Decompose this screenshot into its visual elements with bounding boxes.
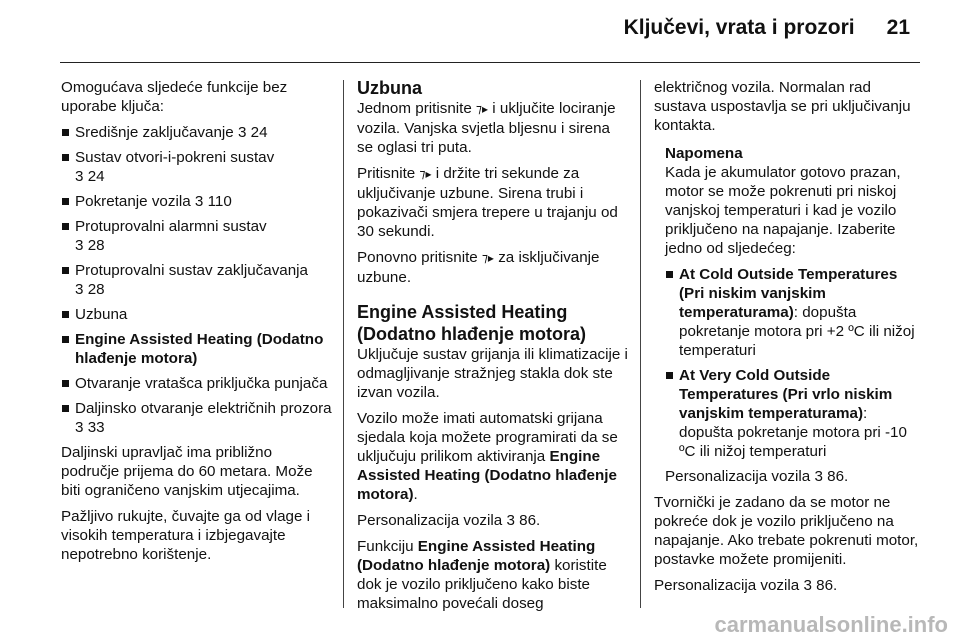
- column-3: [654, 78, 924, 602]
- list-item-text: Otvaranje vratašca priključka punjača: [75, 375, 328, 392]
- ref-arrow-icon: 3: [75, 237, 84, 254]
- chapter-title: Ključevi, vrata i prozori: [623, 16, 855, 39]
- list-item: [61, 305, 333, 324]
- key-button-icon: ⁊▸: [419, 167, 432, 181]
- care-paragraph: Pažljivo rukujte, čuvajte ga od vlage i visokih temperatura i izbjegavajte nepotrebno korištenje.: [61, 508, 311, 563]
- page-ref[interactable]: [75, 168, 105, 185]
- page-ref-number: 110: [207, 193, 232, 210]
- section-heading-engine-heating: Engine Assisted Heating (Dodatno hlađenje motora): [357, 302, 586, 344]
- list-item-text: Sustav otvori-i-pokreni sustav: [75, 149, 275, 166]
- ref-arrow-icon: 3: [814, 468, 823, 485]
- ref-arrow-icon: 3: [506, 512, 515, 529]
- page-ref-number: 33: [87, 419, 105, 436]
- personalization-ref: [654, 576, 924, 595]
- ref-arrow-icon: 3: [237, 124, 247, 141]
- page-ref-number: 86.: [816, 577, 838, 594]
- column-divider: [640, 80, 641, 608]
- page-ref[interactable]: [803, 577, 837, 594]
- note-text: Kada je akumulator gotovo prazan, motor se može pokrenuti pri niskoj vanjskoj temperaturi i kad je vozilo priključeno na napajanje. Izaberite jedno od sljedećeg:: [665, 164, 901, 257]
- option-description: : dopušta pokretanje motora pri -10 ºC ili nižoj temperaturi: [679, 405, 907, 460]
- list-item-text: Pokretanje vozila: [75, 193, 191, 210]
- text: Pritisnite: [357, 165, 416, 182]
- personalization-ref: [357, 511, 629, 530]
- text: Jednom pritisnite: [357, 100, 472, 117]
- list-item-text: Daljinsko otvaranje električnih prozora: [75, 400, 332, 417]
- personalization-ref: [665, 467, 924, 486]
- text: Funkciju: [357, 538, 414, 555]
- option-name: At Cold Outside Temperatures (Pri niskim vanjskim temperaturama): [679, 266, 898, 321]
- list-item: [61, 123, 333, 142]
- text: Personalizacija vozila: [665, 468, 811, 485]
- text: za isključivanje uzbune.: [357, 249, 600, 286]
- list-item-text: Protuprovalni alarmni sustav: [75, 218, 267, 235]
- page-ref[interactable]: [75, 419, 105, 436]
- ref-arrow-icon: 3: [194, 193, 204, 210]
- list-item-text: Središnje zaključavanje: [75, 124, 234, 141]
- page-title: [624, 16, 910, 40]
- heating-paragraph-2: [357, 409, 629, 504]
- page-ref[interactable]: [75, 237, 105, 254]
- text: koristite dok je vozilo priključeno kako biste maksimalno povećali doseg: [357, 557, 607, 612]
- list-item-text: Uzbuna: [75, 306, 128, 323]
- page-ref[interactable]: [238, 124, 268, 141]
- list-item: [665, 366, 924, 461]
- page-ref[interactable]: [814, 468, 848, 485]
- list-item: [61, 192, 333, 211]
- feature-list: [61, 123, 333, 437]
- page-ref[interactable]: [195, 193, 232, 210]
- continued-paragraph: električnog vozila. Normalan rad sustava uspostavlja se pri uključivanju kontakta.: [654, 79, 911, 134]
- column-2: [357, 78, 629, 620]
- page-ref-number: 24: [250, 124, 268, 141]
- list-item: [61, 399, 333, 437]
- text: i uključite lociranje vozila. Vanjska svjetla bljesnu i sirena se oglasi tri puta.: [357, 100, 616, 156]
- section-heading-alarm: Uzbuna: [357, 78, 422, 98]
- column-divider: [343, 80, 344, 608]
- page-ref-number: 28: [87, 237, 105, 254]
- list-item: [61, 330, 333, 368]
- page-ref-number: 28: [87, 281, 105, 298]
- watermark: carmanualsonline.info: [714, 612, 948, 637]
- header-rule: [60, 62, 920, 63]
- alarm-paragraph-3: [357, 248, 629, 287]
- note-options-list: [665, 265, 924, 461]
- ref-arrow-icon: 3: [803, 577, 812, 594]
- heating-paragraph-1: Uključuje sustav grijanja ili klimatizacije i odmagljivanje stražnjeg stakla dok ste izvan vozila.: [357, 346, 628, 401]
- text: Ponovno pritisnite: [357, 249, 478, 266]
- text: i držite tri sekunde za uključivanje uzbune. Sirena trubi i pokazivači smjera trepere u trajanju od 30 sekundi.: [357, 165, 618, 240]
- key-button-icon: ⁊▸: [481, 251, 494, 265]
- range-paragraph: Daljinski upravljač ima približno područje prijema do 60 metara. Može biti ograničeno vanjskim utjecajima.: [61, 444, 313, 499]
- ref-arrow-icon: 3: [75, 168, 84, 185]
- list-item-bold-text: Engine Assisted Heating (Dodatno hlađenje motora): [75, 331, 324, 367]
- text: Vozilo može imati automatski grijana sjedala koja možete programirati da se uključuju prilikom aktiviranja: [357, 410, 618, 465]
- default-setting-paragraph: Tvornički je zadano da se motor ne pokreće dok je vozilo priključeno na napajanje. Ako trebate pokrenuti motor, postavke možete promijeniti.: [654, 494, 919, 568]
- alarm-paragraph-2: [357, 164, 629, 241]
- text: Personalizacija vozila: [654, 577, 800, 594]
- text: Personalizacija vozila: [357, 512, 503, 529]
- page-ref-number: 86.: [827, 468, 849, 485]
- option-description: : dopušta pokretanje motora pri +2 ºC ili nižoj temperaturi: [679, 304, 915, 359]
- page-ref[interactable]: [75, 281, 105, 298]
- key-button-icon: ⁊▸: [476, 102, 489, 116]
- ref-arrow-icon: 3: [75, 281, 84, 298]
- note-title: Napomena: [665, 145, 743, 162]
- heating-paragraph-3: [357, 537, 629, 613]
- page-header: [0, 0, 960, 62]
- alarm-paragraph-1: [357, 99, 629, 157]
- page-number: 21: [886, 16, 910, 39]
- list-item: [61, 261, 333, 299]
- list-item: [61, 148, 333, 186]
- option-name: At Very Cold Outside Temperatures (Pri vrlo niskim vanjskim temperaturama): [679, 367, 893, 422]
- bold-text: Engine Assisted Heating (Dodatno hlađenje motora): [357, 538, 596, 574]
- column-1: [61, 78, 333, 571]
- note-box: [654, 144, 924, 486]
- page-ref-number: 86.: [519, 512, 541, 529]
- intro-text: Omogućava sljedeće funkcije bez uporabe ključa:: [61, 79, 288, 115]
- list-item: [61, 374, 333, 393]
- text: .: [413, 486, 418, 503]
- list-item-text: Protuprovalni sustav zaključavanja: [75, 262, 308, 279]
- list-item: [61, 217, 333, 255]
- bold-text: Engine Assisted Heating (Dodatno hlađenje motora): [357, 448, 617, 503]
- list-item: [665, 265, 924, 360]
- page-ref-number: 24: [87, 168, 105, 185]
- ref-arrow-icon: 3: [75, 419, 84, 436]
- page-ref[interactable]: [506, 512, 540, 529]
